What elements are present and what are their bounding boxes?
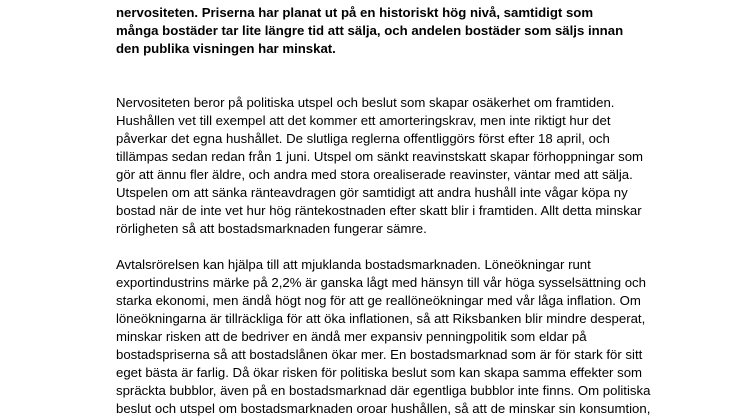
paragraph-line: Avtalsrörelsen kan hjälpa till att mjuklanda bostadsmarknaden. Löneökningar runt: [116, 257, 591, 272]
paragraph-line: Hushållen vet till exempel att det kommer ett amorteringskrav, men inte riktigt hur det: [116, 113, 611, 128]
paragraph-line: påverkar det egna hushållet. De slutliga reglerna offentliggörs först efter 18 april, och: [116, 131, 610, 146]
paragraph-line: spräckta bubblor, även på en bostadsmarknad där egentliga bubblor inte finns. Om politiska: [116, 383, 651, 398]
lead-line: många bostäder tar lite längre tid att sälja, och andelen bostäder som säljs innan: [116, 23, 624, 38]
paragraph-line: Utspelen om att sänka ränteavdragen gör samtidigt att andra hushåll inte vågar köpa ny: [116, 185, 628, 200]
paragraph-line: starka ekonomi, men ändå högt nog för att ge reallöneökningar med vår låga inflation. Om: [116, 293, 641, 308]
paragraph-line: minskar risken att de bedriver en ändå mer expansiv penningpolitik som eldar på: [116, 329, 587, 344]
paragraph-line: beslut och utspel om bostadsmarknaden oroar hushållen, så att de minskar sin konsumtion,: [116, 401, 651, 416]
paragraph-line: rörligheten så att bostadsmarknaden fungerar sämre.: [116, 221, 427, 236]
paragraph-line: Nervositeten beror på politiska utspel och beslut som skapar osäkerhet om framtiden.: [116, 95, 615, 110]
lead-line: nervositeten. Priserna har planat ut på en historiskt hög nivå, samtidigt som: [116, 5, 594, 20]
paragraph-line: tillämpas sedan redan från 1 juni. Utspel om sänkt reavinstskatt skapar förhoppningar som: [116, 149, 644, 164]
paragraph-line: bostad när de inte vet hur hög räntekostnaden efter skatt blir i framtiden. Allt detta minskar: [116, 203, 642, 218]
paragraph-line: bostadspriserna så att bostadslånen ökar mer. En bostadsmarknad som är för stark för sitt: [116, 347, 643, 362]
lead-line: den publika visningen har minskat.: [116, 41, 336, 56]
paragraph-line: exportindustrins märke på 2,2% är ganska lågt med hänsyn till vår höga sysselsättning och: [116, 275, 646, 290]
paragraph-line: eget bästa är farlig. Då ökar risken för politiska beslut som kan skapa samma effekter som: [116, 365, 643, 380]
paragraph-line: gör att ännu fler äldre, och andra med stora orealiserade reavinster, väntar med att sälja.: [116, 167, 633, 182]
paragraph-line: löneökningarna är tillräckliga för att öka inflationen, så att Riksbanken blir mindre desperat,: [116, 311, 646, 326]
